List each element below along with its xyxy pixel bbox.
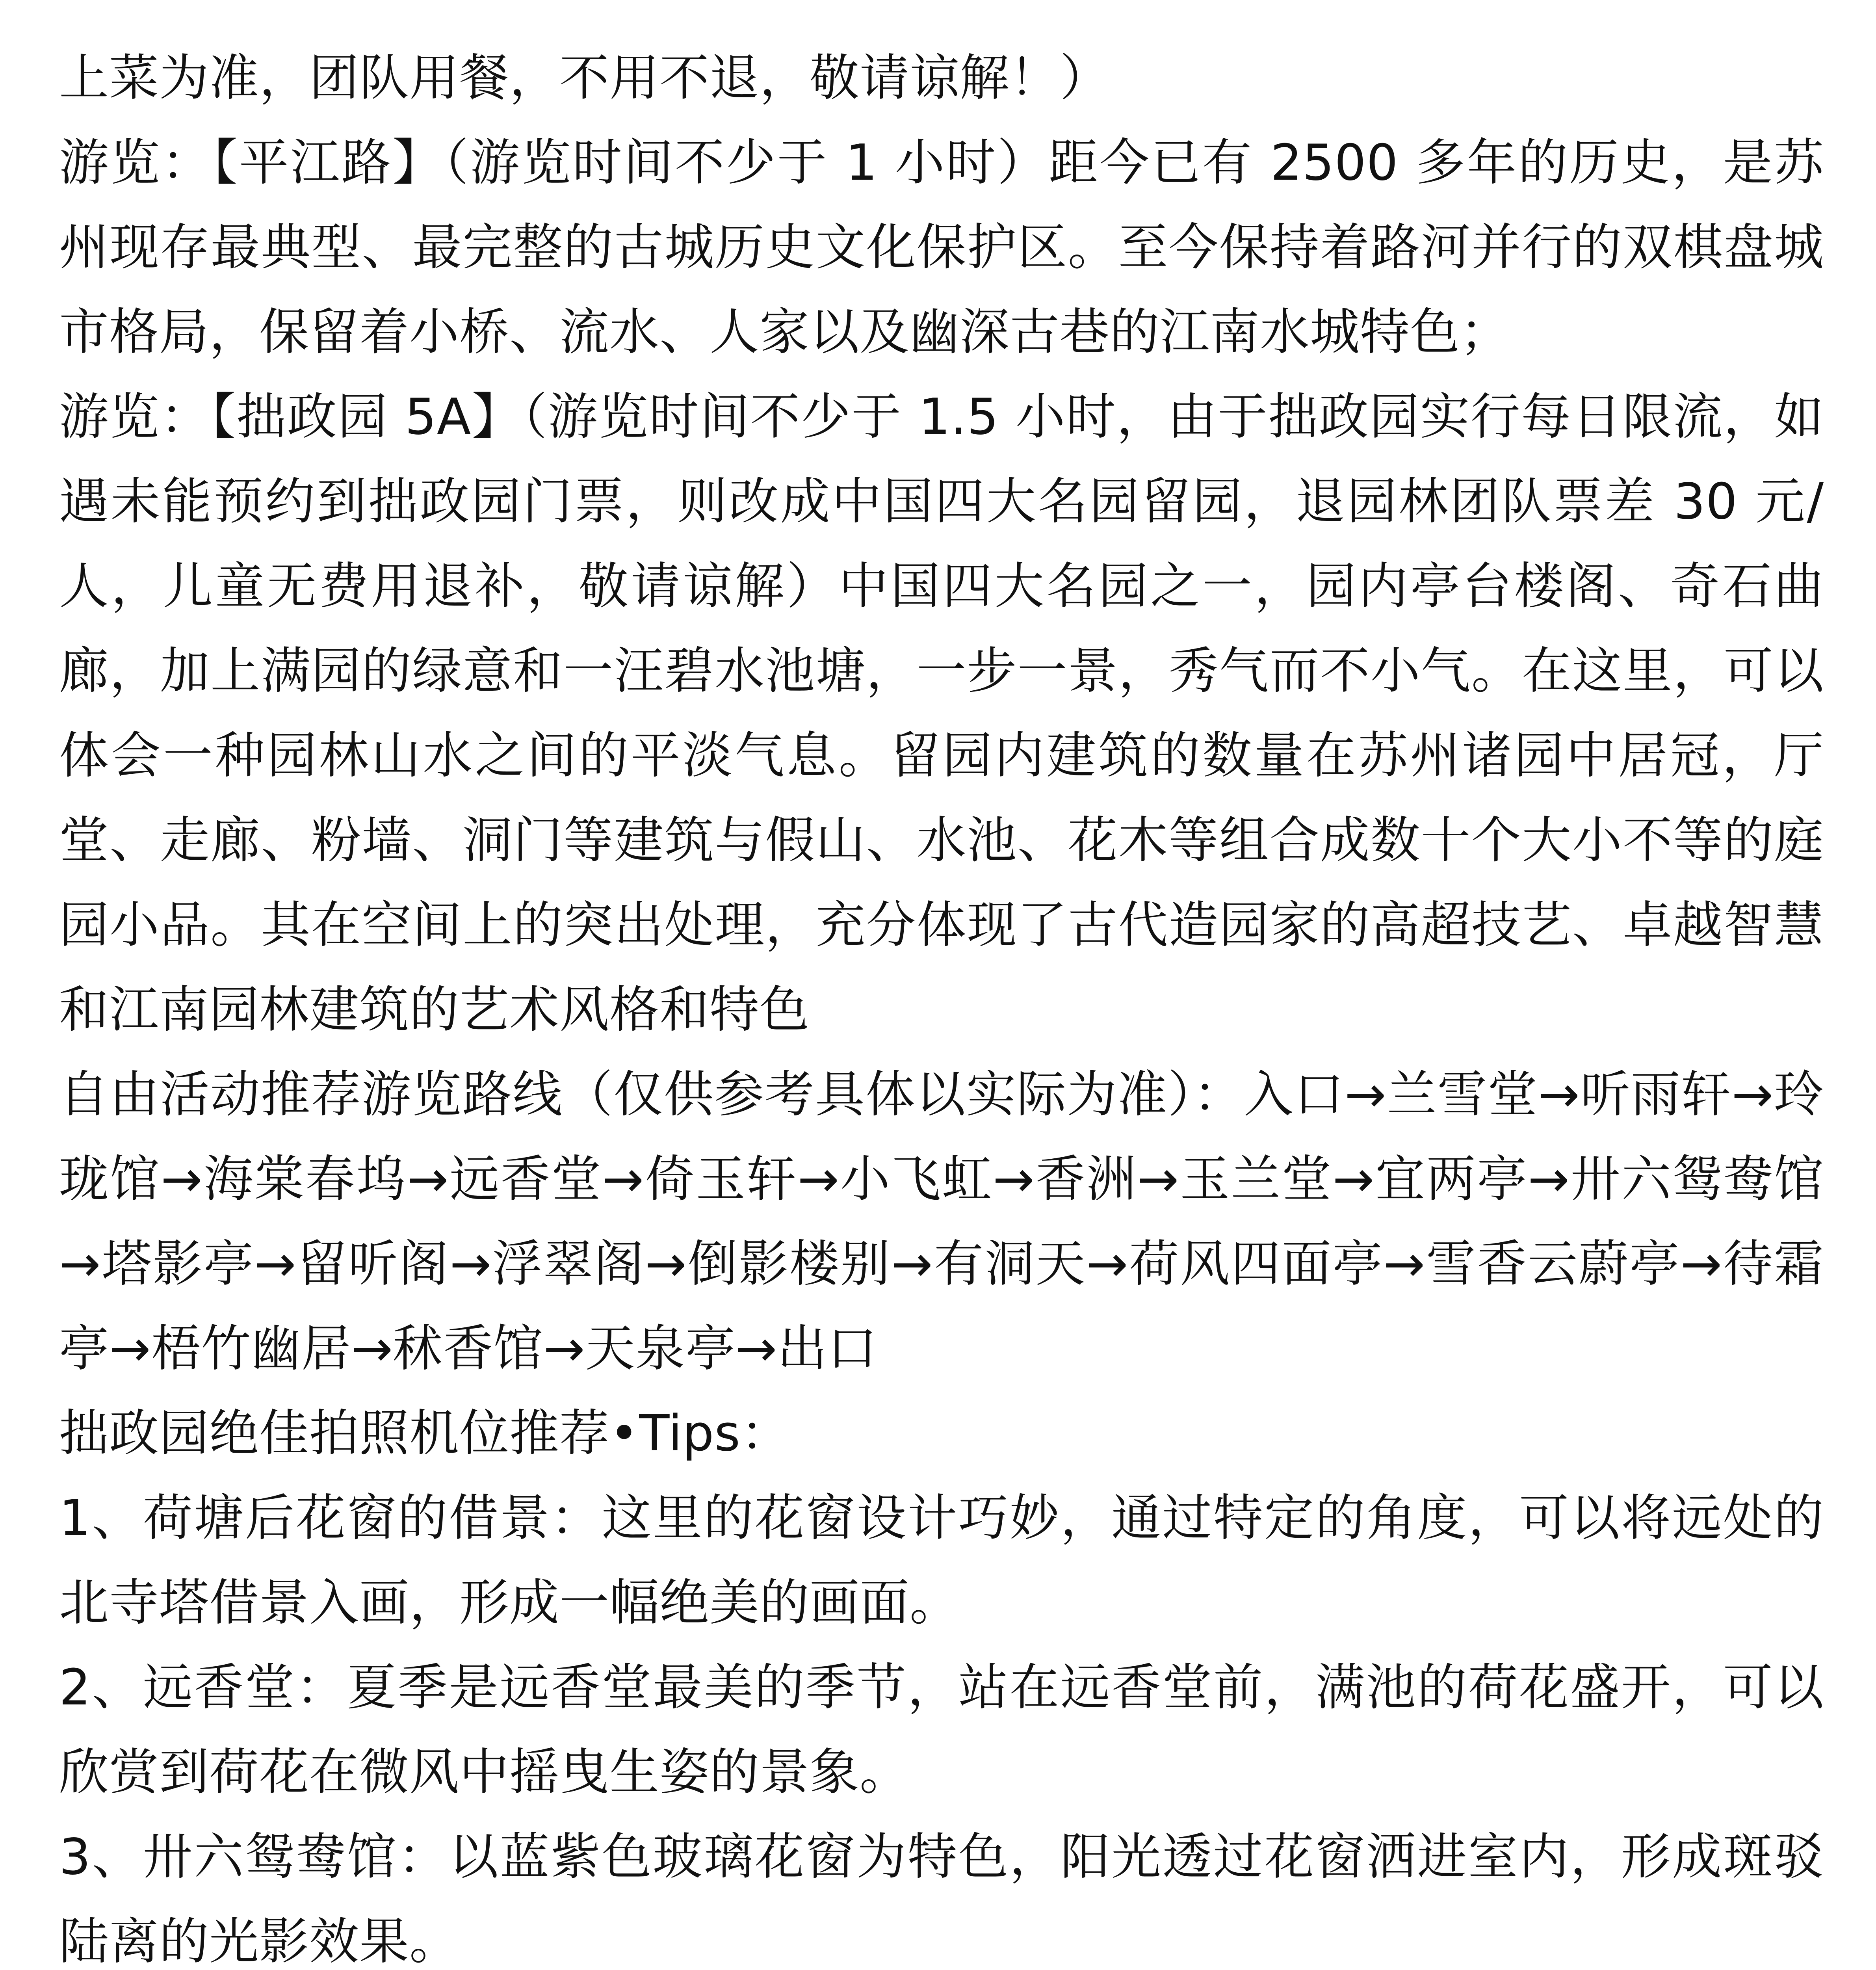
paragraph-humble-administrator-garden: 游览：【拙政园 5A】（游览时间不少于 1.5 小时，由于拙政园实行每日限流，如遇未能预约到拙政园门票，则改成中国四大名园留园，退园林团队票差 30 元/人，儿童无费用退补，敬请谅解）中国四大名园之一，园内亭台楼阁、奇石曲廊，加上满园的绿意和一汪碧水池塘，一步一景，秀气而不小气。在这里，可以体会一种园林山水之间的平淡气息。留园内建筑的数量在苏州诸园中居冠，厅堂、走廊、粉墙、洞门等建筑与假山、水池、花木等组合成数十个大小不等的庭园小品。其在空间上的突出处理，充分体现了古代造园家的高超技艺、卓越智慧和江南园林建筑的艺术风格和特色 [59,388,1824,1039]
paragraph-meal-note: 上菜为准，团队用餐，不用不退，敬请谅解！） [59,49,1110,107]
paragraph-pingjiang-road: 游览：【平江路】（游览时间不少于 1 小时）距今已有 2500 多年的历史，是苏州现存最典型、最完整的古城历史文化保护区。至今保持着路河并行的双棋盘城市格局，保留着小桥、流水、人家以及幽深古巷的江南水城特色； [59,134,1824,361]
paragraph-photo-tips-heading: 拙政园绝佳拍照机位推荐•Tips： [59,1404,791,1462]
paragraph-tip-3: 3、卅六鸳鸯馆：以蓝紫色玻璃花窗为特色，阳光透过花窗洒进室内，形成斑驳陆离的光影效果。 [59,1828,1824,1970]
paragraph-tip-2: 2、远香堂：夏季是远香堂最美的季节，站在远香堂前，满池的荷花盛开，可以欣赏到荷花在微风中摇曳生姿的景象。 [59,1658,1824,1801]
document-page [59,35,1824,1970]
paragraph-tip-1: 1、荷塘后花窗的借景：这里的花窗设计巧妙，通过特定的角度，可以将远处的北寺塔借景入画，形成一幅绝美的画面。 [59,1489,1824,1632]
paragraph-recommended-route: 自由活动推荐游览路线（仅供参考具体以实际为准）：入口→兰雪堂→听雨轩→玲珑馆→海棠春坞→远香堂→倚玉轩→小飞虹→香洲→玉兰堂→宜两亭→卅六鸳鸯馆→塔影亭→留听阁→浮翠阁→倒影楼别→有洞天→荷风四面亭→雪香云蔚亭→待霜亭→梧竹幽居→秫香馆→天泉亭→出口 [59,1065,1824,1377]
